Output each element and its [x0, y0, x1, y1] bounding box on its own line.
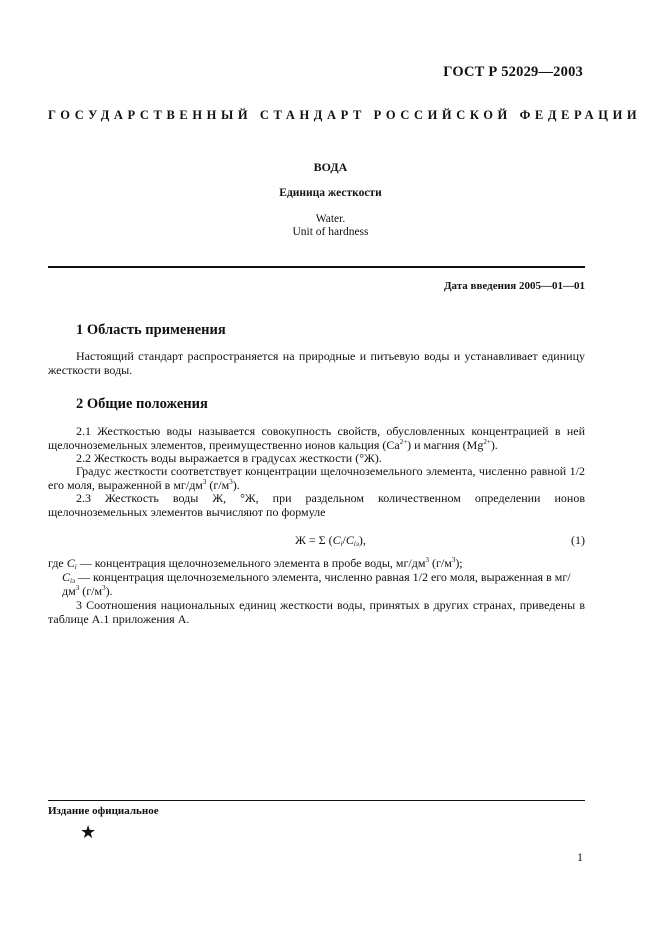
paragraph-2-1: 2.1 Жесткостью воды называется совокупность свойств, обусловленных концентрацией в ней щелочноземельных элементов, преимущественно ионов кальция $(Ca^{2+})$ и магния $(Mg^{2+})$. — [48, 424, 585, 452]
document-title: ВОДА — [313, 160, 348, 174]
footer-divider — [48, 800, 585, 801]
formula-definition-cie: $C_{iэ}$ — концентрация щелочноземельного элемента, численно равная 1/2 его моля, выраженная в $мг/дм^3$ $(г/м^3)$. — [62, 570, 571, 598]
paragraph-degree-definition: Градус жесткости соответствует концентрации щелочноземельного элемента, численно равной 1/2 его моля, выраженной в $мг/дм^3$ $(г/м^3)$. — [48, 464, 585, 492]
star-icon: ★ — [80, 822, 97, 842]
section-1-heading: 1 Область применения — [76, 322, 226, 338]
document-subtitle-en: Unit of hardness — [292, 226, 369, 238]
document-title-en: Water. — [315, 213, 346, 225]
paragraph-2-3: 2.3 Жесткость воды Ж, °Ж, при раздельном количественном определении ионов щелочноземельных элементов вычисляют по формуле — [48, 491, 585, 519]
official-edition-label: Издание официальное — [48, 805, 159, 817]
document-subtitle: Единица жесткости — [279, 187, 382, 199]
introduction-date: Дата введения 2005—01—01 — [443, 280, 585, 292]
section-3-text: 3 Соотношения национальных единиц жесткости воды, принятых в других странах, приведены в таблице А.1 приложения А. — [48, 598, 585, 626]
section-2-heading: 2 Общие положения — [76, 396, 208, 412]
page-number: 1 — [577, 850, 583, 864]
title-divider — [48, 266, 585, 268]
hardness-formula: Ж = Σ $(C_i/C_{iэ})$, — [295, 533, 366, 548]
state-standard-heading: ГОСУДАРСТВЕННЫЙ СТАНДАРТ РОССИЙСКОЙ ФЕДЕРАЦИИ — [48, 108, 642, 122]
formula-number: (1) — [571, 533, 585, 547]
paragraph-2-2: 2.2 Жесткость воды выражается в градусах жесткости (°Ж). — [76, 451, 382, 465]
formula-definition-ci: где $C_i$ — концентрация щелочноземельного элемента в пробе воды, $мг/дм^3$ $(г/м^3)$; — [48, 556, 463, 571]
document-code: ГОСТ Р 52029—2003 — [443, 64, 583, 80]
section-1-text: Настоящий стандарт распространяется на природные и питьевую воды и устанавливает единицу жесткости воды. — [48, 349, 585, 377]
